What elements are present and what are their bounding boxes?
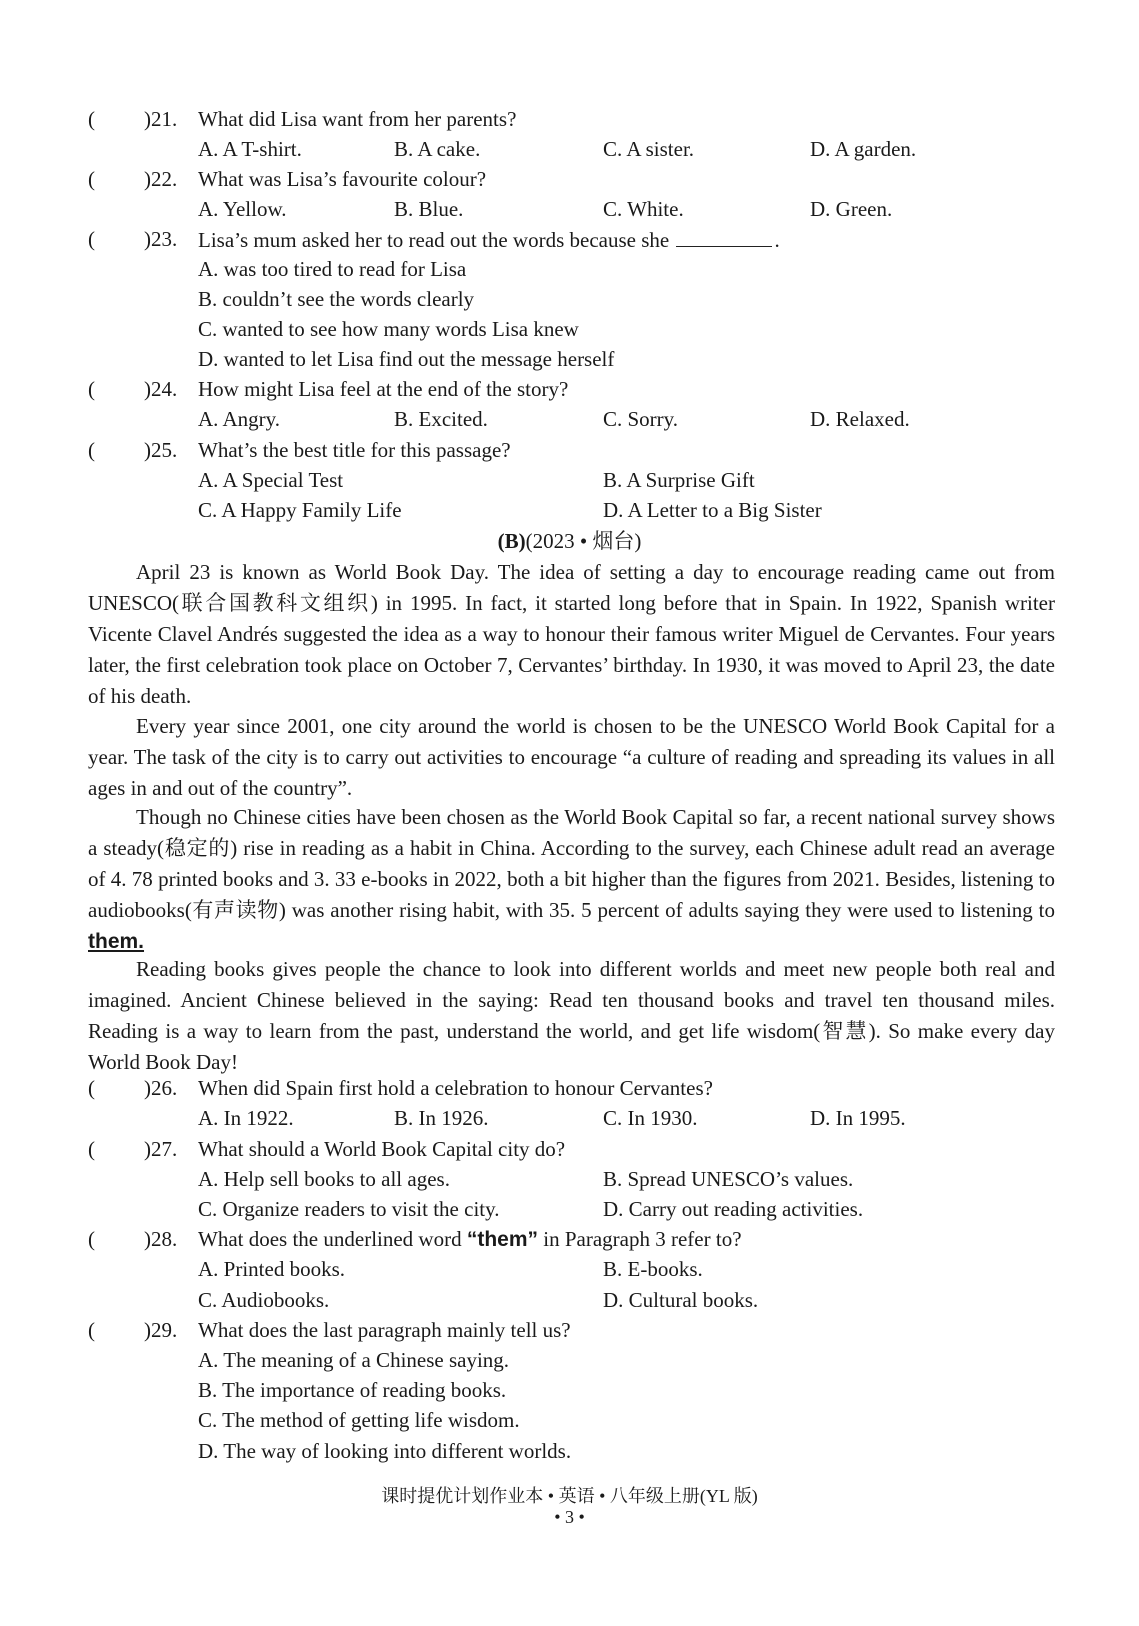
option-d[interactable]: D. In 1995. (810, 1106, 906, 1130)
question-number: )23. (144, 227, 178, 251)
option-b[interactable]: B. A Surprise Gift (603, 468, 755, 492)
options-row (88, 134, 1058, 164)
question-number: )25. (144, 438, 178, 462)
question-29 (88, 1315, 1058, 1345)
question-number: )27. (144, 1137, 178, 1161)
question-text (198, 224, 780, 255)
options-row (88, 495, 1058, 525)
option-a[interactable]: A. Help sell books to all ages. (198, 1167, 450, 1191)
answer-bracket[interactable]: ( (88, 167, 95, 191)
question-text: What was Lisa’s favourite colour? (198, 167, 487, 191)
question-21 (88, 104, 1058, 134)
options-row (88, 404, 1058, 434)
question-28 (88, 1224, 1058, 1254)
question-27 (88, 1134, 1058, 1164)
option-b[interactable]: B. In 1926. (394, 1106, 489, 1130)
option-b[interactable]: B. E-books. (603, 1257, 703, 1281)
answer-bracket[interactable]: ( (88, 377, 95, 401)
option-c[interactable]: C. The method of getting life wisdom. (198, 1408, 520, 1432)
option-a[interactable]: A. A Special Test (198, 468, 344, 492)
option-c[interactable]: C. Sorry. (603, 407, 679, 431)
option-c[interactable]: C. White. (603, 197, 684, 221)
options-row (88, 284, 1058, 314)
question-25 (88, 435, 1058, 465)
page-number: • 3 • (554, 1507, 585, 1527)
question-number: )22. (144, 167, 178, 191)
option-b[interactable]: B. couldn’t see the words clearly (198, 287, 475, 311)
options-row (88, 254, 1058, 284)
options-row (88, 1164, 1058, 1194)
option-c[interactable]: C. A sister. (603, 137, 695, 161)
option-d[interactable]: D. wanted to let Lisa find out the message herself (198, 347, 615, 371)
option-a[interactable]: A. In 1922. (198, 1106, 294, 1130)
answer-bracket[interactable]: ( (88, 1227, 95, 1251)
options-row (88, 465, 1058, 495)
options-row (88, 1375, 1058, 1405)
answer-bracket[interactable]: ( (88, 1076, 95, 1100)
option-d[interactable]: D. Relaxed. (810, 407, 910, 431)
options-row (88, 344, 1058, 374)
question-text: When did Spain first hold a celebration to honour Cervantes? (198, 1076, 713, 1100)
underlined-word-them: them. (88, 930, 145, 953)
option-a[interactable]: A. was too tired to read for Lisa (198, 257, 467, 281)
question-number: )21. (144, 107, 178, 131)
section-source: (2023 • 烟台) (525, 529, 642, 553)
option-d[interactable]: D. A garden. (810, 137, 917, 161)
section-heading (0, 526, 1139, 556)
options-row (88, 1194, 1058, 1224)
answer-bracket[interactable]: ( (88, 1137, 95, 1161)
question-number: )26. (144, 1076, 178, 1100)
answer-bracket[interactable]: ( (88, 107, 95, 131)
question-text: How might Lisa feel at the end of the story? (198, 377, 569, 401)
question-text: What does the last paragraph mainly tell us? (198, 1318, 571, 1342)
blank-period: . (774, 228, 780, 252)
options-row (88, 1436, 1058, 1466)
option-c[interactable]: C. In 1930. (603, 1106, 698, 1130)
question-text: What did Lisa want from her parents? (198, 107, 517, 131)
options-row (88, 314, 1058, 344)
options-row (88, 1103, 1058, 1133)
option-d[interactable]: D. Cultural books. (603, 1288, 759, 1312)
option-b[interactable]: B. Excited. (394, 407, 488, 431)
option-c[interactable]: C. Organize readers to visit the city. (198, 1197, 500, 1221)
fill-blank[interactable] (676, 224, 772, 247)
options-row (88, 1254, 1058, 1284)
paragraph-3-text: Though no Chinese cities have been chosen as the World Book Capital so far, a recent national survey shows a steady(稳定的) rise in reading as a habit in China. According to the survey, each Chinese adult read an average of 4. 78 printed books and 3. 33 e-books in 2022, both a bit higher than the figures from 2021. Besides, listening to audiobooks(有声读物) was another rising habit, with 35. 5 percent of adults saying they were used to listening to (88, 805, 1055, 922)
question-number: )28. (144, 1227, 178, 1251)
passage-paragraph-4: Reading books gives people the chance to look into different worlds and meet new people both real and imagined. Ancient Chinese believed in the saying: Read ten thousand books and travel ten thousand miles. Reading is a way to learn from the past, understand the world, and get life wisdom(智慧). So make every day World Book Day! (88, 957, 1055, 1074)
answer-bracket[interactable]: ( (88, 227, 95, 251)
option-d[interactable]: D. Carry out reading activities. (603, 1197, 864, 1221)
question-text-end: in Paragraph 3 refer to? (543, 1227, 742, 1251)
options-row (88, 1285, 1058, 1315)
footer-title: 课时提优计划作业本 • 英语 • 八年级上册(YL 版) (381, 1486, 758, 1506)
question-22 (88, 164, 1058, 194)
option-a[interactable]: A. Yellow. (198, 197, 287, 221)
question-24 (88, 374, 1058, 404)
option-a[interactable]: A. Angry. (198, 407, 281, 431)
option-d[interactable]: D. The way of looking into different worlds. (198, 1439, 572, 1463)
question-number: )24. (144, 377, 178, 401)
answer-bracket[interactable]: ( (88, 1318, 95, 1342)
option-a[interactable]: A. A T-shirt. (198, 137, 302, 161)
option-a[interactable]: A. The meaning of a Chinese saying. (198, 1348, 510, 1372)
option-c[interactable]: C. wanted to see how many words Lisa knew (198, 317, 579, 341)
question-text (198, 1224, 742, 1255)
question-26 (88, 1073, 1058, 1103)
question-text-start: What does the underlined word (198, 1227, 462, 1251)
question-number: )29. (144, 1318, 178, 1342)
passage-paragraph-3 (88, 802, 1055, 957)
option-a[interactable]: A. Printed books. (198, 1257, 345, 1281)
option-b[interactable]: B. A cake. (394, 137, 481, 161)
option-b[interactable]: B. The importance of reading books. (198, 1378, 507, 1402)
options-row (88, 1405, 1058, 1435)
question-text: What’s the best title for this passage? (198, 438, 511, 462)
option-c[interactable]: C. Audiobooks. (198, 1288, 330, 1312)
question-text-main: Lisa’s mum asked her to read out the words because she (198, 228, 670, 252)
option-c[interactable]: C. A Happy Family Life (198, 498, 402, 522)
options-row (88, 194, 1058, 224)
options-row (88, 1345, 1058, 1375)
answer-bracket[interactable]: ( (88, 438, 95, 462)
option-d[interactable]: D. A Letter to a Big Sister (603, 498, 822, 522)
question-text: What should a World Book Capital city do? (198, 1137, 566, 1161)
passage-paragraph-2: Every year since 2001, one city around the world is chosen to be the UNESCO World Book Capital for a year. The task of the city is to carry out activities to encourage “a culture of reading and spreading its values in all ages in and out of the country”. (88, 714, 1055, 800)
option-d[interactable]: D. Green. (810, 197, 893, 221)
option-b[interactable]: B. Spread UNESCO’s values. (603, 1167, 854, 1191)
question-23 (88, 224, 1058, 254)
option-b[interactable]: B. Blue. (394, 197, 464, 221)
quoted-word-them: “them” (466, 1228, 539, 1251)
passage-paragraph-1: April 23 is known as World Book Day. The idea of setting a day to encourage reading came out from UNESCO(联合国教科文组织) in 1995. In fact, it started long before that in Spain. In 1922, Spanish writer Vicente Clavel Andrés suggested the idea as a way to honour their famous writer Miguel de Cervantes. Four years later, the first celebration took place on October 7, Cervantes’ birthday. In 1930, it was moved to April 23, the date of his death. (88, 560, 1055, 708)
section-letter: (B) (497, 529, 526, 553)
